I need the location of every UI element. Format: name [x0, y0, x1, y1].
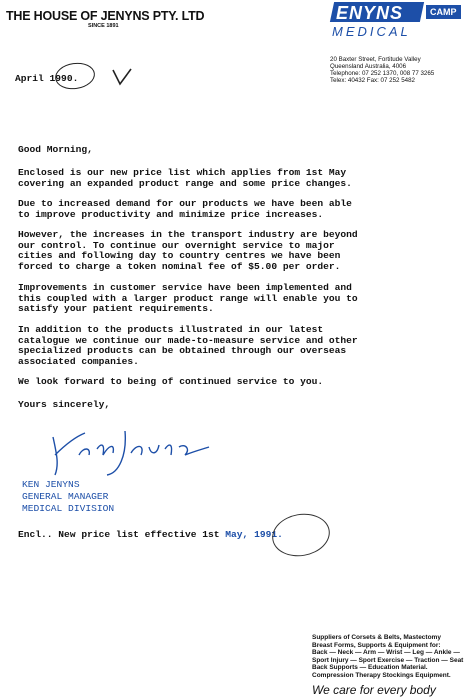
greeting: Good Morning,: [18, 144, 93, 155]
signature-block: [22, 479, 114, 515]
signer-name: KEN JENYNS: [22, 479, 80, 490]
services-line: Breast Forms, Supports & Equipment for:: [312, 641, 441, 649]
enclosure-date: May, 1991.: [225, 529, 283, 540]
signer-title: GENERAL MANAGER: [22, 491, 109, 502]
jenyns-camp-logo: [332, 2, 472, 46]
tagline: We care for every body: [312, 683, 436, 697]
paragraph: However, the increases in the transport industry are beyond our control. To continue our overnight service to major cities and following day to country centres we have been forced to charge a token nominal fee of $5.00 per order.: [18, 229, 358, 272]
closing: Yours sincerely,: [18, 399, 111, 410]
signer-division: MEDICAL DIVISION: [22, 503, 115, 514]
address-line: 20 Baxter Street, Fortitude Valley: [330, 56, 421, 63]
enclosure-line: [18, 529, 283, 540]
address-line: Queensland Australia, 4006: [330, 63, 407, 70]
paragraph: In addition to the products illustrated in our latest catalogue we continue our made-to-measure service and other specialized products can be obtained through our overseas associated companies.: [18, 324, 358, 367]
handwritten-arrow-icon: [110, 66, 134, 88]
since-label: SINCE 1891: [88, 23, 119, 29]
address-line: Telex: 40432 Fax: 07 252 5482: [330, 77, 415, 84]
company-name: THE HOUSE OF JENYNS PTY. LTD: [6, 9, 205, 23]
enclosure-circle-mark: [269, 509, 333, 560]
services-line: Back Supports — Education Material.: [312, 664, 428, 671]
logo-word: ENYNS: [336, 3, 404, 23]
logo-camp-badge: CAMP: [426, 5, 461, 19]
date-circle-mark: [53, 60, 96, 91]
signature-scribble: [45, 425, 215, 480]
address-line: Telephone: 07 252 1370, 008 77 3265: [330, 70, 435, 77]
services-line: Suppliers of Corsets & Belts, Mastectomy: [312, 634, 441, 641]
paragraph: Enclosed is our new price list which applies from 1st May covering an expanded product range and some price changes.: [18, 167, 352, 189]
enclosure-text: Encl.. New price list effective 1st: [18, 529, 220, 540]
address-block: [330, 56, 474, 84]
services-list: [312, 634, 472, 679]
services-line: Back — Neck — Arm — Wrist — Leg — Ankle —: [312, 649, 460, 656]
paragraph: We look forward to being of continued service to you.: [18, 376, 324, 387]
paragraph: Improvements in customer service have been implemented and this coupled with a larger product range will enable you to satisfy your patient requirements.: [18, 282, 358, 315]
letter-date: April 1990.: [15, 73, 79, 84]
services-line: Sport Injury — Sport Exercise — Traction — Seat: [312, 656, 464, 664]
paragraph: Due to increased demand for our products we have been able to improve productivity and minimize price increases.: [18, 198, 352, 220]
services-line: Compression Therapy Stockings Equipment.: [312, 671, 451, 679]
logo-medical: MEDICAL: [332, 24, 411, 39]
